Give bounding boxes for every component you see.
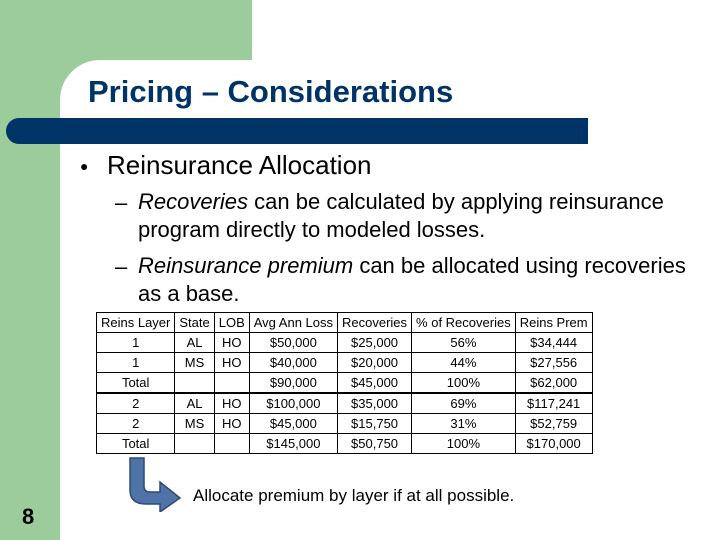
table-cell: 56% xyxy=(412,333,516,353)
table-cell: $145,000 xyxy=(249,434,337,454)
table-cell: 69% xyxy=(412,393,516,414)
table-cell: MS xyxy=(175,414,214,434)
sub-bullet-emphasis: Recoveries xyxy=(138,189,249,214)
table-cell: 2 xyxy=(97,414,175,434)
table-total-row xyxy=(97,434,593,454)
sub-bullet-recoveries xyxy=(138,188,698,244)
table-cell: $90,000 xyxy=(249,373,337,394)
table-cell: 1 xyxy=(97,333,175,353)
table-cell: $15,750 xyxy=(338,414,412,434)
table-cell: $170,000 xyxy=(515,434,592,454)
table-cell xyxy=(175,373,214,394)
table-cell: $20,000 xyxy=(338,353,412,373)
table-cell: $117,241 xyxy=(515,393,592,414)
table-cell: $25,000 xyxy=(338,333,412,353)
table-row xyxy=(97,353,593,373)
column-header: Reins Prem xyxy=(515,313,592,333)
sub-bullet-text: can be allocated using recoveries as a base. xyxy=(138,253,686,306)
accent-block-left xyxy=(0,119,60,540)
bullet-heading: Reinsurance Allocation xyxy=(107,150,372,180)
table-cell: HO xyxy=(214,393,249,414)
column-header: Reins Layer xyxy=(97,313,175,333)
table-row xyxy=(97,393,593,414)
table-cell: $45,000 xyxy=(249,414,337,434)
table-cell: 31% xyxy=(412,414,516,434)
table-cell: 100% xyxy=(412,373,516,394)
table-header-row xyxy=(97,313,593,333)
table-cell xyxy=(214,434,249,454)
table-cell: 1 xyxy=(97,353,175,373)
table-cell: HO xyxy=(214,414,249,434)
table-cell: $40,000 xyxy=(249,353,337,373)
table-cell: $52,759 xyxy=(515,414,592,434)
table-cell: Total xyxy=(97,434,175,454)
table-cell: AL xyxy=(175,393,214,414)
title-underline-bar xyxy=(6,118,588,144)
sub-bullet-premium xyxy=(138,252,698,308)
dash-icon: – xyxy=(115,254,128,279)
page-number: 8 xyxy=(22,504,35,529)
table-cell: 2 xyxy=(97,393,175,414)
table-cell: $35,000 xyxy=(338,393,412,414)
table-cell: $100,000 xyxy=(249,393,337,414)
table-total-row xyxy=(97,373,593,394)
column-header: Avg Ann Loss xyxy=(249,313,337,333)
table-row xyxy=(97,414,593,434)
table-cell: $50,750 xyxy=(338,434,412,454)
allocation-note: Allocate premium by layer if at all possible. xyxy=(193,486,515,505)
table-cell: $34,444 xyxy=(515,333,592,353)
table-cell: $62,000 xyxy=(515,373,592,394)
column-header: Recoveries xyxy=(338,313,412,333)
sub-bullet-emphasis: Reinsurance premium xyxy=(138,253,354,278)
curved-down-right-arrow-icon xyxy=(126,456,182,512)
table-cell: HO xyxy=(214,333,249,353)
reinsurance-table xyxy=(96,312,593,454)
sub-bullet-text: can be calculated by applying reinsurance program directly to modeled losses. xyxy=(138,189,664,242)
table-cell: Total xyxy=(97,373,175,394)
table-cell xyxy=(214,373,249,394)
dash-icon: – xyxy=(115,190,128,215)
slide-title: Pricing – Considerations xyxy=(88,74,454,109)
column-header: % of Recoveries xyxy=(412,313,516,333)
column-header: LOB xyxy=(214,313,249,333)
table-cell: $27,556 xyxy=(515,353,592,373)
table-cell: $45,000 xyxy=(338,373,412,394)
bullet-dot-icon: ● xyxy=(80,158,89,174)
table-cell: AL xyxy=(175,333,214,353)
table-cell xyxy=(175,434,214,454)
table-cell: $50,000 xyxy=(249,333,337,353)
table-cell: 100% xyxy=(412,434,516,454)
table-cell: MS xyxy=(175,353,214,373)
column-header: State xyxy=(175,313,214,333)
table-row xyxy=(97,333,593,353)
table-cell: 44% xyxy=(412,353,516,373)
table-cell: HO xyxy=(214,353,249,373)
